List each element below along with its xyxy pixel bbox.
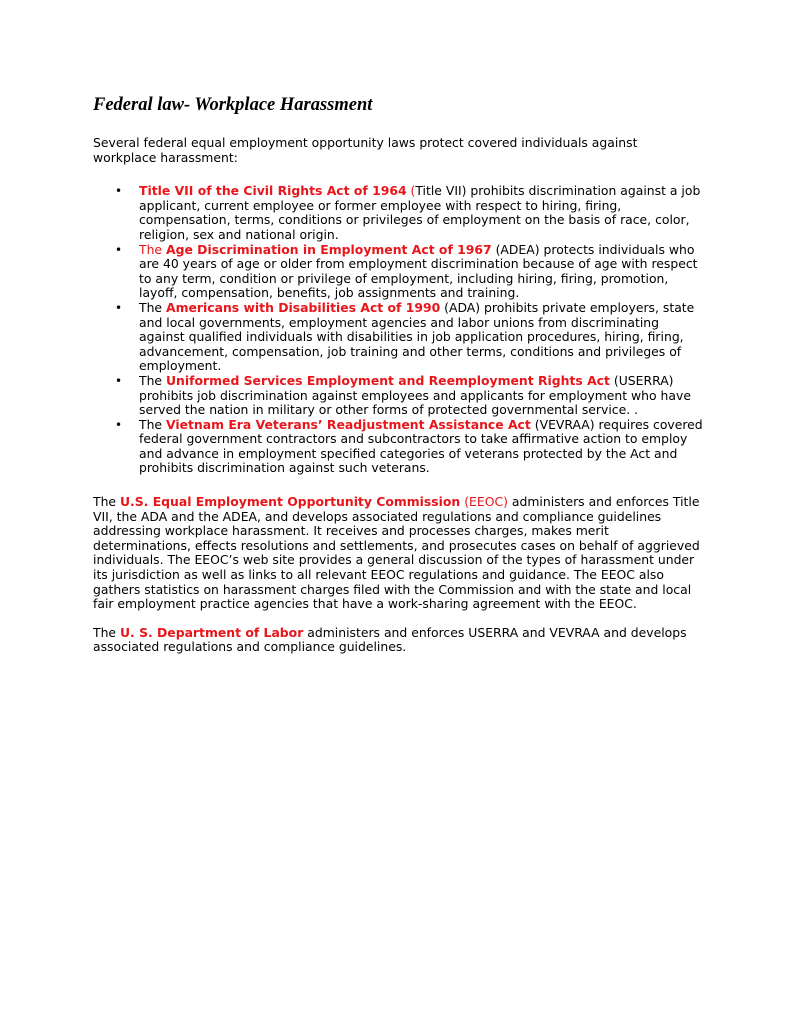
list-item: • The Americans with Disabilities Act of 1990 (ADA) prohibits private employers, state and local governments, employment agencies and labor unions from discriminating against qualified individuals with disabilities in job application procedures, hiring, firing, advancement, compensation, job training and other terms, conditions and privileges of employment. [115, 299, 695, 374]
eeoc-abbr: (EEOC) [460, 494, 508, 510]
bullet-icon: • [115, 300, 123, 315]
dol-link[interactable]: U. S. Department of Labor [119, 624, 304, 640]
page-title: Federal law- Workplace Harassment [93, 95, 373, 115]
bullet-icon: • [115, 184, 123, 199]
law-link-title-vii[interactable]: Title VII of the Civil Rights Act of 1964 [139, 183, 407, 199]
dol-paragraph: The U. S. Department of Labor administers and enforces USERRA and VEVRAA and develops associated regulations and compliance guidelines. [93, 624, 687, 655]
eeoc-link[interactable]: U.S. Equal Employment Opportunity Commission [119, 494, 461, 510]
list-item: • The Vietnam Era Veterans’ Readjustment Assistance Act (VEVRAA) requires covered federal government contractors and subcontractors to take affirmative action to employ and advance in employment specified categories of veterans protected by the Act and prohibits discrimination against such veterans. [115, 416, 703, 476]
law-link-vevraa[interactable]: Vietnam Era Veterans’ Readjustment Assistance Act [165, 416, 531, 432]
document-page [93, 94, 703, 669]
list-item: • Title VII of the Civil Rights Act of 1964 (Title VII) prohibits discrimination against a job applicant, current employee or former employee with respect to hiring, firing, compensation, terms, conditions or privileges of employment on the basis of race, color, religion, sex and national origin. [115, 183, 701, 242]
bullet-icon: • [115, 242, 123, 257]
law-link-adea[interactable]: Age Discrimination in Employment Act of 1967 [165, 241, 492, 257]
law-link-userra[interactable]: Uniformed Services Employment and Reemployment Rights Act [165, 372, 610, 388]
law-link-ada[interactable]: Americans with Disabilities Act of 1990 [165, 299, 441, 315]
list-item: • The Uniformed Services Employment and Reemployment Rights Act (USERRA) prohibits job discrimination against employees and applicants for employment who have served the nation in military or other forms of protected governmental service. . [115, 372, 691, 418]
list-item: • The Age Discrimination in Employment Act of 1967 (ADEA) protects individuals who are 40 years of age or older from employment discrimination because of age with respect to any term, condition or privilege of employment, including hiring, firing, promotion, layoff, compensation, benefits, job assignments and training. [115, 241, 698, 301]
bullet-icon: • [115, 417, 123, 432]
intro-paragraph: Several federal equal employment opportunity laws protect covered individuals against workplace harassment: [93, 135, 638, 165]
laws-list [93, 184, 703, 476]
bullet-icon: • [115, 373, 123, 388]
eeoc-paragraph: The U.S. Equal Employment Opportunity Commission (EEOC) administers and enforces Title VII, the ADA and the ADEA, and develops associated regulations and compliance guidelines addressing workplace harassment. It receives and processes charges, makes merit determinations, effects resolutions and settlements, and prosecutes cases on behalf of aggrieved individuals. The EEOC’s web site provides a general discussion of the types of harassment under its jurisdiction as well as links to all relevant EEOC regulations and guidance. The EEOC also gathers statistics on harassment charges filed with the Commission and with the state and local fair employment practice agencies that have a work-sharing agreement with the EEOC. [93, 494, 700, 612]
